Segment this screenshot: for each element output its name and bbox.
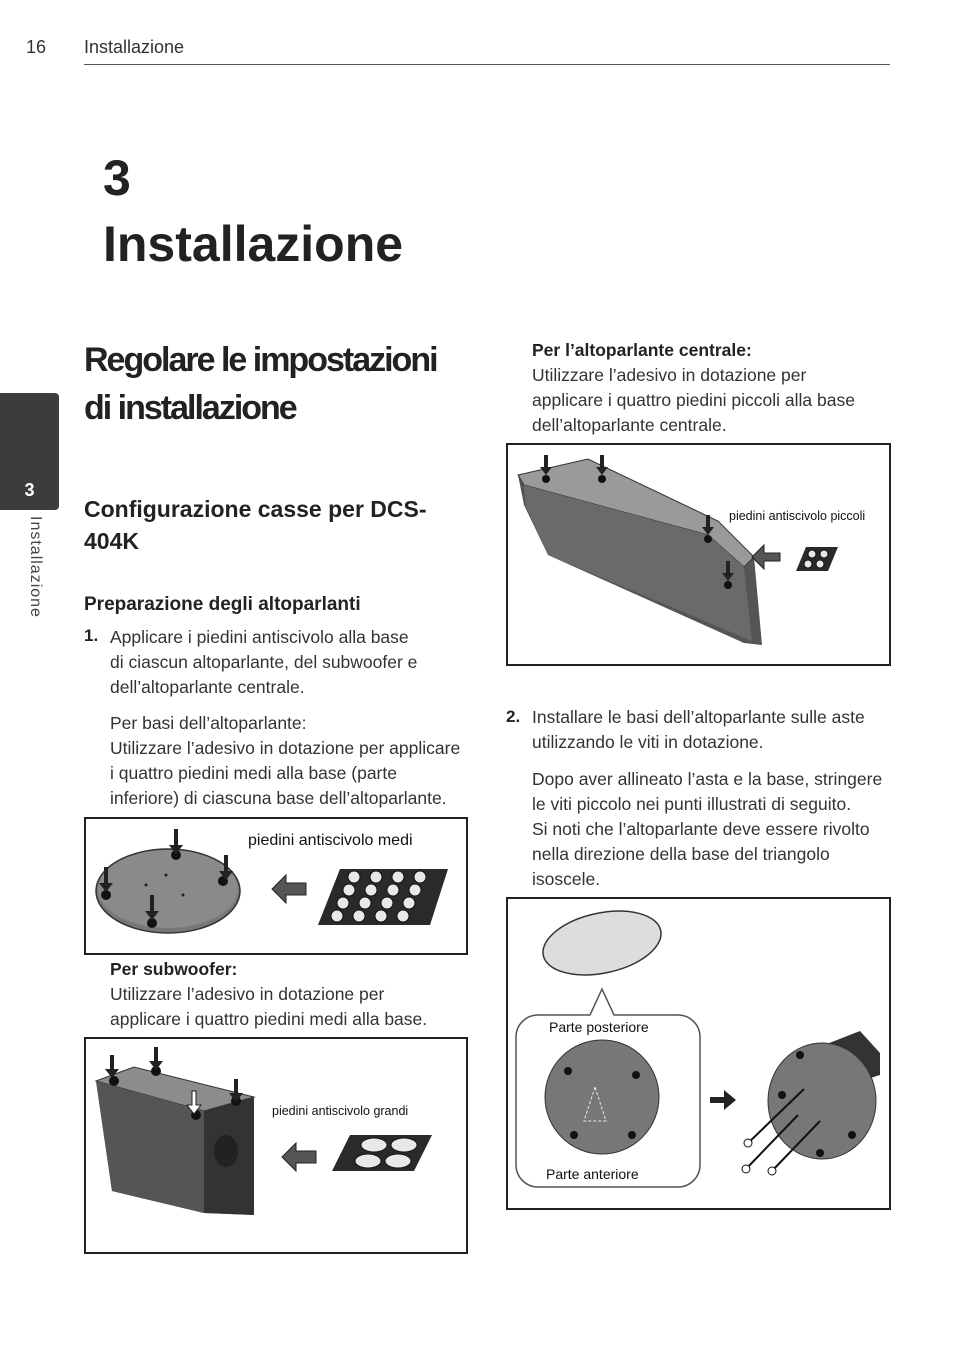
subwoofer-heading: Per subwoofer: <box>110 959 238 979</box>
step2-line: Installare le basi dell’altoparlante sulle aste <box>532 707 865 727</box>
figure-subwoofer <box>84 1037 468 1254</box>
step1-number: 1. <box>84 626 99 645</box>
step1-line: dell’altoparlante centrale. <box>110 677 305 697</box>
subwoofer-line: applicare i quattro piedini medi alla base. <box>110 1009 428 1029</box>
side-tab-label: Installazione <box>27 516 44 618</box>
step2-para-line: le viti piccolo nei punti illustrati di seguito. <box>532 794 852 814</box>
chapter-number: 3 <box>103 150 131 206</box>
step2-para-line: isoscele. <box>532 869 601 889</box>
bases-line: inferiore) di ciascuna base dell’altoparlante. <box>110 788 447 808</box>
step1-line: Applicare i piedini antiscivolo alla base <box>110 627 409 647</box>
bases-line: Utilizzare l’adesivo in dotazione per applicare <box>110 738 461 758</box>
section-title-line2: di installazione <box>84 389 296 427</box>
subsection-title-line1: Configurazione casse per DCS- <box>84 496 427 522</box>
figure-center-speaker <box>506 443 891 666</box>
step1-line: di ciascun altoparlante, del subwoofer e <box>110 652 418 672</box>
small-feet-label: piedini antiscivolo piccoli <box>729 509 866 523</box>
bases-paragraph <box>110 711 480 811</box>
center-speaker-line: dell’altoparlante centrale. <box>532 415 727 435</box>
header-rule <box>84 64 890 65</box>
subwoofer-paragraph <box>110 957 480 1032</box>
figure-speaker-base <box>84 817 468 955</box>
page-number: 16 <box>26 37 47 57</box>
center-speaker-illustration <box>508 445 889 664</box>
subsection-heading: Preparazione degli altoparlanti <box>84 594 361 615</box>
bases-heading: Per basi dell’altoparlante: <box>110 713 307 733</box>
center-speaker-heading: Per l’altoparlante centrale: <box>532 340 752 360</box>
bases-line: i quattro piedini medi alla base (parte <box>110 763 397 783</box>
step2-para-line: nella direzione della base del triangolo <box>532 844 830 864</box>
subsection-title <box>84 493 464 557</box>
base-installation-illustration <box>508 899 889 1208</box>
medium-feet-label: piedini antiscivolo medi <box>248 832 413 849</box>
step2-line: utilizzando le viti in dotazione. <box>532 732 764 752</box>
side-tab-number: 3 <box>24 480 35 500</box>
step1-text <box>110 625 480 700</box>
subwoofer-line: Utilizzare l’adesivo in dotazione per <box>110 984 385 1004</box>
step2-para-line: Dopo aver allineato l’asta e la base, stringere <box>532 769 883 789</box>
center-speaker-line: applicare i quattro piedini piccoli alla base <box>532 390 855 410</box>
subsection-title-line2: 404K <box>84 528 139 554</box>
step2-number: 2. <box>506 707 521 726</box>
chapter-title: Installazione <box>103 216 404 272</box>
center-speaker-paragraph <box>532 338 902 438</box>
section-title-line1: Regolare le impostazioni <box>84 341 437 379</box>
rear-label: Parte posteriore <box>549 1019 649 1035</box>
subwoofer-illustration <box>86 1039 466 1252</box>
step2-text <box>532 705 902 755</box>
front-label: Parte anteriore <box>546 1166 639 1182</box>
large-feet-label: piedini antiscivolo grandi <box>272 1104 409 1118</box>
header-section-title: Installazione <box>84 37 185 57</box>
step2-paragraph <box>532 767 902 892</box>
step2-para-line: Si noti che l’altoparlante deve essere rivolto <box>532 819 870 839</box>
section-title <box>84 336 484 432</box>
center-speaker-line: Utilizzare l’adesivo in dotazione per <box>532 365 807 385</box>
figure-base-installation <box>506 897 891 1210</box>
